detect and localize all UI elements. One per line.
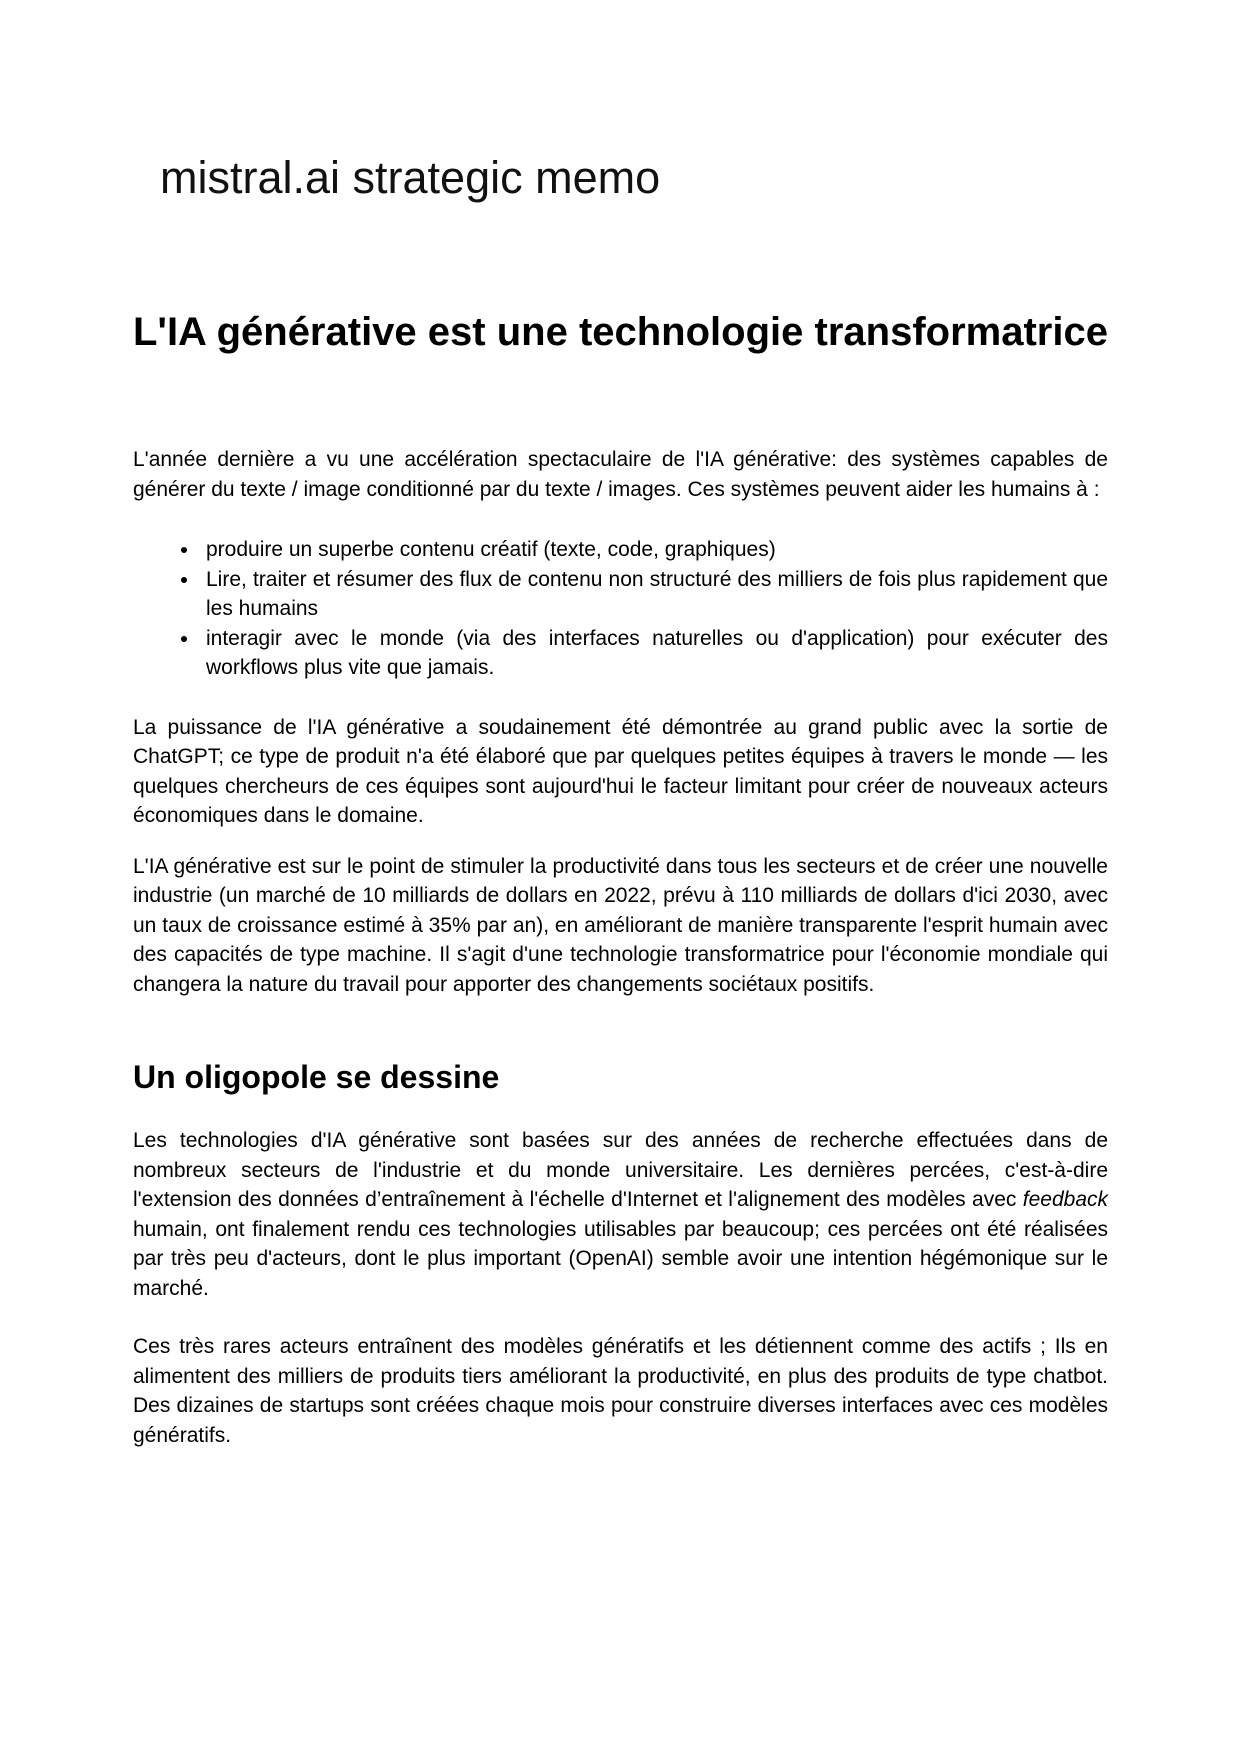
chatgpt-paragraph: La puissance de l'IA générative a soudainement été démontrée au grand public avec la sortie de ChatGPT; ce type de produit n'a été élaboré que par quelques petites équipes à travers le monde — les quelques chercheurs de ces équipes sont aujourd'hui le facteur limitant pour créer de nouveaux acteurs économiques dans le domaine. bbox=[133, 715, 1108, 827]
document-title: L'IA générative est une technologie transformatrice bbox=[133, 310, 1108, 354]
research-paragraph-part1: Les technologies d'IA générative sont basées sur des années de recherche effectuées dans de nombreux secteurs de l'industrie et du monde universitaire. Les dernières percées, c'est-à-dire l'extension des données d’entraînement à l'échelle d'Internet et l'alignement des modèles avec bbox=[133, 1129, 1108, 1211]
research-paragraph bbox=[133, 1126, 1108, 1303]
research-paragraph-part2: humain, ont finalement rendu ces technologies utilisables par beaucoup; ces percées ont été réalisées par très peu d'acteurs, dont le plus important (OpenAI) semble avoir une intention hégémonique sur le marché. bbox=[133, 1217, 1108, 1300]
capability-list bbox=[133, 535, 1108, 683]
feedback-italic-term: feedback bbox=[1022, 1188, 1108, 1211]
intro-paragraph: L'année dernière a vu une accélération spectaculaire de l'IA générative: des systèmes capables de générer du texte / image conditionné par du texte / images. Ces systèmes peuvent aider les humains à : bbox=[133, 448, 1108, 501]
list-item-read-summarize: • Lire, traiter et résumer des flux de contenu non structuré des milliers de fois plus rapidement que les humains bbox=[200, 565, 1108, 624]
oligopole-heading: Un oligopole se dessine bbox=[133, 1059, 500, 1095]
mistral-logo-text: mistral.ai strategic memo bbox=[160, 152, 661, 203]
list-item-interact-world: • interagir avec le monde (via des interfaces naturelles ou d'application) pour exécuter des workflows plus vite que jamais. bbox=[200, 624, 1108, 683]
memo-content bbox=[133, 152, 1108, 1450]
market-paragraph: L'IA générative est sur le point de stimuler la productivité dans tous les secteurs et de créer une nouvelle industrie (un marché de 10 milliards de dollars en 2022, prévu à 110 milliards de dollars d'ici 2030, avec un taux de croissance estimé à 35% par an), en améliorant de manière transparente l'esprit humain avec des capacités de type machine. Il s'agit d'une technologie transformatrice pour l'économie mondiale qui changera la nature du travail pour apporter des changements sociétaux positifs. bbox=[133, 854, 1108, 996]
actors-paragraph: Ces très rares acteurs entraînent des modèles génératifs et les détiennent comme des actifs ; Ils en alimentent des milliers de produits tiers améliorant la productivité, en plus des produits de type chatbot. Des dizaines de startups sont créées chaque mois pour construire diverses interfaces avec ces modèles génératifs. bbox=[133, 1335, 1108, 1447]
list-item-creative-content: • produire un superbe contenu créatif (texte, code, graphiques) bbox=[200, 535, 1108, 565]
